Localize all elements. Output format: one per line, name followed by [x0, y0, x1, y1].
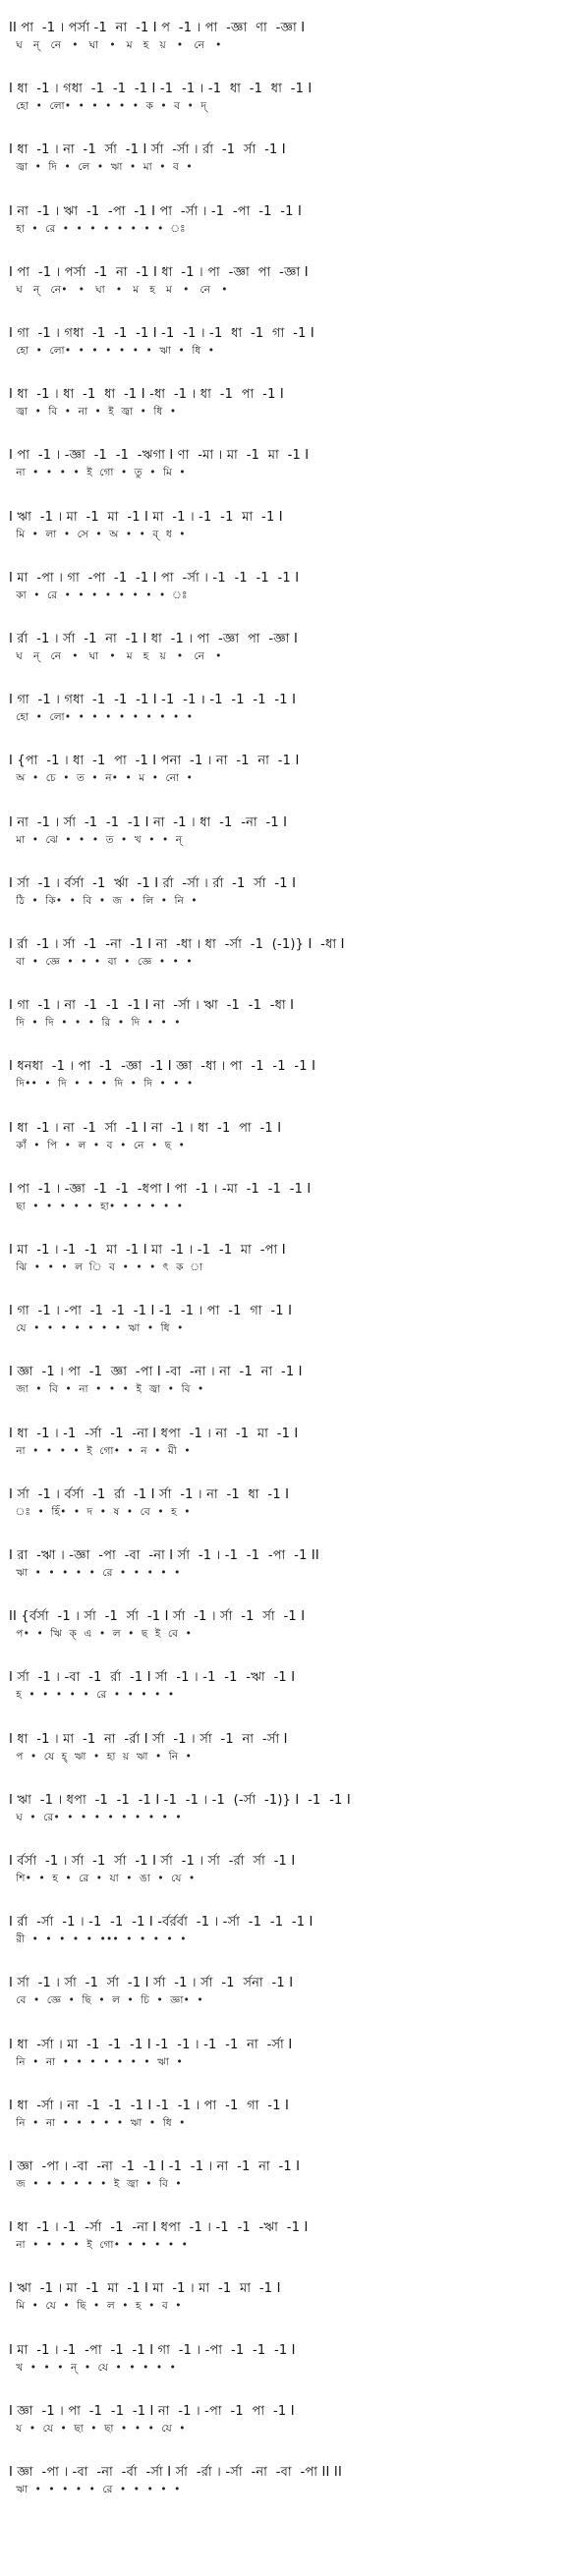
notation-row — [0, 1181, 570, 1220]
lyric-line: ছা • • • • • হা• • • • • • — [9, 1201, 184, 1212]
lyric-line: মি • লা • সে • অ • • ব্‌ ধ • — [9, 529, 186, 540]
swara-line: II পা -1 । পর্সা -1 না -1 I প -1 । পা -জ্ঞা ণা -জ্ঞা I — [9, 21, 306, 35]
notation-row — [0, 2158, 570, 2198]
notation-row — [0, 2280, 570, 2320]
notation-row — [0, 509, 570, 548]
lyric-line: জা • বি • না • • • ই জ্বা • বি • — [9, 1383, 204, 1395]
lyric-line: যে • • • • • • • ঋা • ধি • — [9, 1322, 184, 1334]
swara-line: I র্বর্সা -1 । র্সা -1 র্সা -1 I র্সা -1 । র্সা -র্রা র্সা -1 I — [9, 1854, 296, 1869]
lyric-line: হো • লো• • • • • • • • • • — [9, 711, 194, 723]
notation-row — [0, 1608, 570, 1648]
lyric-line: ঋা • • • • • রে • • • • • — [9, 2484, 181, 2495]
notation-row — [0, 447, 570, 486]
swara-line: I {পা -1 । ধা -1 পা -1 I পনা -1 । না -1 না -1 I — [9, 754, 300, 768]
swara-line: I ধনধা -1 । পা -1 -জ্ঞা -1 I জ্ঞা -ধা । পা -1 -1 -1 I — [9, 1059, 316, 1074]
lyric-line: ঋা • • • • • রে • • • • • — [9, 1567, 181, 1579]
notation-row — [0, 20, 570, 59]
lyric-line: হ • • • • • রে • • • • • — [9, 1689, 175, 1701]
lyric-line: শি• • হ • রে • যা • ঙা • যে • — [9, 1873, 196, 1884]
notation-row — [0, 1364, 570, 1403]
lyric-line: দি • দি • • • রি • দি • • • — [9, 1017, 181, 1029]
notation-row — [0, 386, 570, 425]
notation-row — [0, 1547, 570, 1587]
swara-line: I ধা -র্সা । না -1 -1 -1 I -1 -1 । পা -1 গা -1 I — [9, 2099, 290, 2113]
notation-row — [0, 2403, 570, 2442]
swara-line: I গা -1 । গধা -1 -1 -1 I -1 -1 । -1 ধা -1 গা -1 I — [9, 326, 314, 341]
lyric-line: জ • • • • • • ই জ্বা • বি • — [9, 2178, 182, 2190]
lyric-line: প• • ঋি ক্‌ এ • ল • ছ ই বে • — [9, 1628, 193, 1640]
swara-line: I র্সা -1 । -বা -1 র্রা -1 I র্সা -1 । -1 -1 -ঋা -1 I — [9, 1670, 296, 1685]
lyric-line: বা • জ্ঞে • • • বা • জ্ঞে • • • — [9, 956, 193, 968]
swara-line: I ধা -1 । ধা -1 ধা -1 I -ধা -1 । ধা -1 পা -1 I — [9, 387, 284, 402]
swara-line: I গা -1 । গধা -1 -1 -1 I -1 -1 । -1 -1 -1 -1 I — [9, 693, 297, 707]
notation-row — [0, 570, 570, 609]
swara-line: I র্সা -1 । র্সা -1 র্সা -1 I র্সা -1 । র্সা -1 র্সনা -1 I — [9, 1976, 294, 1990]
lyric-line: মি • যে • ছি • ল • হ • ব • — [9, 2300, 182, 2312]
swara-line: I ধা -1 । না -1 র্সা -1 I র্সা -র্সা । র্রা -1 র্সা -1 I — [9, 142, 286, 157]
notation-row — [0, 325, 570, 364]
swara-line: I মা -1 । -1 -পা -1 -1 I গা -1 । -পা -1 -1 -1 I — [9, 2343, 296, 2358]
swara-line: I রা -ঋা । -জ্ঞা -পা -বা -না I র্সা -1 । -1 -1 -পা -1 II — [9, 1548, 319, 1563]
lyric-line: দি•• • দি • • • দি • দি • • • — [9, 1078, 194, 1090]
notation-row — [0, 631, 570, 670]
lyric-line: নি • না • • • • • • • ঋা • — [9, 2056, 183, 2068]
notation-row — [0, 203, 570, 243]
notation-row — [0, 753, 570, 792]
lyric-line: ঠি • কি• • বি • জ • লি • নি • — [9, 895, 198, 907]
lyric-line: হো • লো• • • • • • ক • ব • দ্ — [9, 100, 207, 112]
notation-row — [0, 2098, 570, 2137]
swara-line: I জ্ঞা -1 । পা -1 জ্ঞা -পা I -বা -না । না -1 না -1 I — [9, 1365, 303, 1379]
lyric-line: হা • রে • • • • • • • • ঃ — [9, 223, 186, 235]
notation-row — [0, 814, 570, 854]
notation-row — [0, 141, 570, 181]
notation-row — [0, 692, 570, 731]
notation-row — [0, 1792, 570, 1831]
notation-row — [0, 1242, 570, 1281]
swara-line: I র্সা -1 । র্বর্সা -1 র্রা -1 I র্সা -1 । না -1 ধা -1 I — [9, 1487, 290, 1502]
notation-row — [0, 936, 570, 976]
swara-line: I র্রা -1 । র্সা -1 -না -1 I না -ধা । ধা -র্সা -1 (-1)} I -ধা I — [9, 937, 345, 952]
notation-row — [0, 1731, 570, 1770]
swara-line: I ধা -1 । -1 -র্সা -1 -না I ধপা -1 । না -1 মা -1 I — [9, 1427, 299, 1441]
lyric-line: মা • ঝে • • • ত • খ • • ন্‌ — [16, 834, 183, 846]
swara-line: I র্রা -র্সা -1 । -1 -1 -1 I -র্বর্রর্বা -1 । -র্সা -1 -1 -1 I — [9, 1915, 314, 1930]
lyric-line: কাঁ • পি • ল • ব • নে • ছ • — [9, 1140, 186, 1151]
lyric-line: কা • রে • • • • • • • • ঃ — [9, 589, 188, 601]
swara-line: I গা -1 । -পা -1 -1 -1 I -1 -1 । পা -1 গা -1 I — [9, 1304, 293, 1318]
lyric-line: রী • • • • • ••• • • • • • — [9, 1933, 187, 1945]
swara-line: I ধা -1 । মা -1 না -র্রা I র্সা -1 । র্সা -1 না -র্সা I — [9, 1732, 288, 1747]
notation-row — [0, 1058, 570, 1097]
lyric-line: ঘ • রে• • • • • • • • • • — [9, 1812, 182, 1823]
notation-row — [0, 1486, 570, 1526]
swara-line: I র্সা -1 । র্বর্সা -1 র্ঋা -1 I র্রা -র্সা । র্রা -1 র্সা -1 I — [9, 876, 297, 891]
swara-line: I গা -1 । না -1 -1 -1 I না -র্সা । ঋা -1 -1 -ধা I — [9, 998, 295, 1013]
swara-line: I মা -পা । গা -পা -1 -1 I পা -র্সা । -1 -1 -1 -1 I — [9, 571, 300, 586]
lyric-line: য • যে • ছা • ছা • • • যে • — [9, 2423, 186, 2435]
notation-row — [0, 1975, 570, 2014]
swara-line: I পা -1 । পর্সা -1 না -1 I ধা -1 । পা -জ্ঞা পা -জ্ঞা I — [9, 265, 309, 280]
swara-line: I ধা -র্সা । মা -1 -1 -1 I -1 -1 । -1 -1 না -র্সা I — [9, 2038, 293, 2052]
lyric-line: প • যে হ্‌ ঋা • হা য় ঋা • নি • — [9, 1751, 193, 1763]
notation-row — [0, 1120, 570, 1159]
notation-row — [0, 1669, 570, 1708]
notation-row — [0, 1426, 570, 1465]
lyric-line: না • • • • ই গো• • • • • • — [9, 2239, 189, 2251]
lyric-line: বে • জ্ঞে • ছি • ল • চি • জ্ঞা• • — [9, 1994, 203, 2006]
swara-line: I ধা -1 । -1 -র্সা -1 -না I ধপা -1 । -1 -1 -ঋা -1 I — [9, 2220, 309, 2235]
notation-row — [0, 1853, 570, 1892]
notation-row — [0, 1914, 570, 1953]
notation-row — [0, 264, 570, 304]
notation-row — [0, 81, 570, 120]
lyric-line: না • • • • ই গো• • ন • মী • — [9, 1445, 191, 1457]
notation-row — [0, 1303, 570, 1342]
swara-line: I ধা -1 । গধা -1 -1 -1 I -1 -1 । -1 ধা -1 ধা -1 I — [9, 82, 313, 96]
notation-row — [0, 2037, 570, 2076]
notation-row — [0, 997, 570, 1036]
lyric-line: নি • না • • • • • ঋা • ধি • — [9, 2117, 186, 2129]
lyric-line: ঘ ন্‌ নে • ঘা • ম হ য় • নে • — [9, 39, 222, 51]
lyric-line: অ • চে • ত • ন• • ম • নো • — [9, 772, 194, 784]
lyric-line: ঘ ন্‌ নে • ঘা • ম হ য় • নে • — [9, 650, 222, 662]
swara-line: I না -1 । র্সা -1 -1 -1 I না -1 । ধা -1 -না -1 I — [9, 815, 288, 830]
notation-row — [0, 2464, 570, 2503]
swara-line: I র্রা -1 । র্সা -1 না -1 I ধা -1 । পা -জ্ঞা পা -জ্ঞা I — [9, 632, 299, 646]
swara-line: II {র্বর্সা -1 । র্সা -1 র্সা -1 I র্সা -1 । র্সা -1 র্সা -1 I — [9, 1609, 306, 1624]
lyric-line: ঝি • • • ল ি ব • • • ৎ ক া — [9, 1261, 203, 1273]
lyric-line: হো • লো• • • • • • • ঋা • ধি • — [9, 345, 215, 357]
swara-line: I জ্ঞা -1 । পা -1 -1 -1 I না -1 । -পা -1 পা -1 I — [9, 2404, 295, 2419]
lyric-line: ঘ ন্‌ নে• • ঘা • ম হ ম • নে • — [9, 284, 228, 296]
swara-line: I না -1 । ঋা -1 -পা -1 I পা -র্সা । -1 -পা -1 -1 I — [9, 204, 303, 219]
notation-row — [0, 2342, 570, 2381]
swara-line: I পা -1 । -জ্ঞা -1 -1 -ঋগা I ণা -মা । মা -1 মা -1 I — [9, 448, 310, 463]
lyric-line: জ্বা • দি • লে • ঋা • মা • ব • — [9, 161, 193, 173]
lyric-line: না • • • • ই গো • তু • মি • — [9, 467, 186, 478]
swara-line: I পা -1 । -জ্ঞা -1 -1 -ধপা I পা -1 । -মা -1 -1 -1 I — [9, 1182, 312, 1197]
swara-line: I ঋা -1 । মা -1 মা -1 I মা -1 । মা -1 মা -1 I — [9, 2281, 281, 2296]
swara-line: I ঋা -1 । মা -1 মা -1 I মা -1 । -1 -1 মা -1 I — [9, 510, 283, 525]
lyric-line: ঃ • হিঁ• • দ • ষ • বে • হ • — [9, 1506, 191, 1518]
lyric-line: খ • • • ন্‌ • যে • • • • • — [9, 2362, 177, 2374]
notation-row — [0, 875, 570, 915]
swara-line: I জ্ঞা -পা । -বা -না -1 -1 I -1 -1 । না -1 না -1 I — [9, 2159, 301, 2174]
swara-line: I ধা -1 । না -1 র্সা -1 I না -1 । ধা -1 পা -1 I — [9, 1121, 282, 1136]
notation-row — [0, 2219, 570, 2259]
lyric-line: জ্বা • বি • না • ই জ্বা • ধি • — [9, 406, 177, 418]
swara-line: I মা -1 । -1 -1 মা -1 I মা -1 । -1 -1 মা -পা I — [9, 1243, 286, 1258]
swara-line: I জ্ঞা -পা । -বা -না -র্বা -র্সা I র্সা -র্রা । -র্সা -না -বা -পা II II — [9, 2465, 342, 2480]
swara-line: I ঋা -1 । ধপা -1 -1 -1 I -1 -1 । -1 (-র্সা -1)} I -1 -1 I — [9, 1793, 351, 1808]
